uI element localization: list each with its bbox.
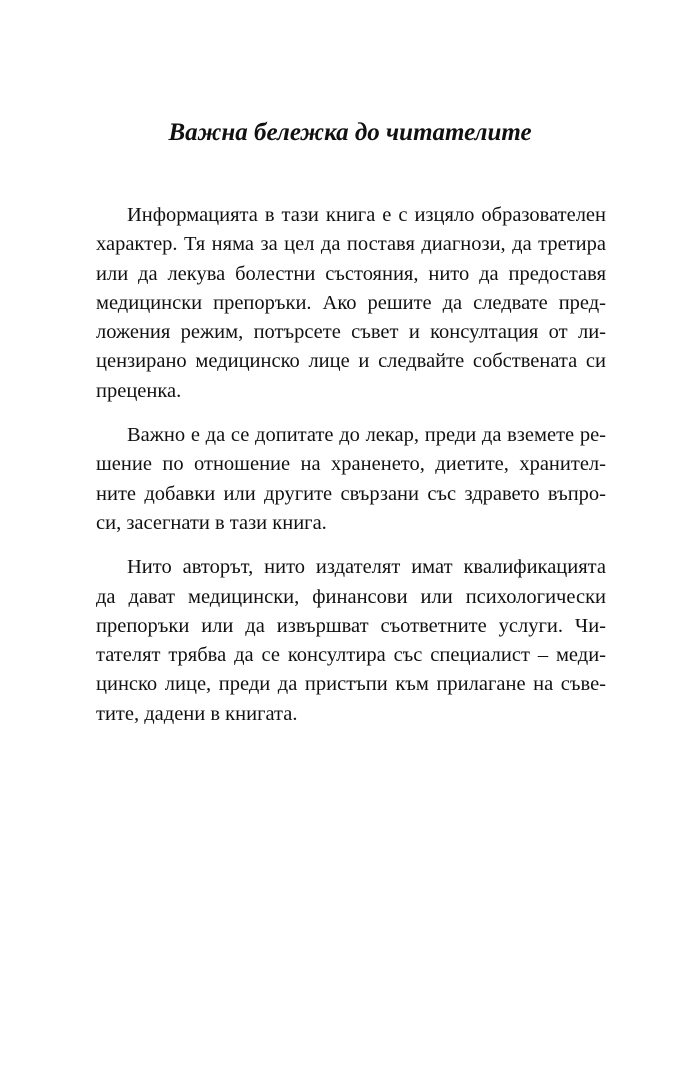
text-line: ложения режим, потърсете съвет и консултация от ли-: [96, 321, 606, 344]
note-body: [96, 201, 606, 744]
paragraph-3: [96, 553, 606, 729]
text-line: Важно е да се допитате до лекар, преди да вземете ре-: [127, 424, 606, 447]
text-line: Информацията в тази книга е с изцяло образователен: [127, 204, 606, 226]
text-line: цензирано медицинско лице и следвайте собствената си: [96, 350, 606, 373]
paragraph-2: [96, 421, 606, 538]
text-line: препоръки или да извършват съответните услуги. Чи-: [96, 614, 606, 637]
text-line: да дават медицински, финансови или психологически: [96, 585, 606, 608]
text-line: тите, дадени в книгата.: [96, 702, 298, 725]
paragraph-1: [96, 201, 606, 406]
text-line: преценка.: [96, 379, 182, 402]
text-line: си, засегнати в тази книга.: [96, 511, 327, 534]
text-line: ните добавки или другите свързани със здравето въпро-: [96, 482, 606, 505]
text-line: характер. Тя няма за цел да поставя диагнози, да третира: [96, 233, 606, 256]
text-line: цинско лице, преди да пристъпи към прилагане на съве-: [96, 673, 606, 696]
page-title: Важна бележка до читателите: [168, 119, 532, 146]
text-line: шение по отношение на храненето, диетите, хранител-: [96, 453, 606, 476]
text-line: Нито авторът, нито издателят имат квалификацията: [127, 556, 606, 579]
text-line: или да лекува болестни състояния, нито да предоставя: [96, 262, 606, 285]
text-line: тателят трябва да се консултира със специалист – меди-: [96, 644, 606, 667]
text-line: медицински препоръки. Ако решите да следвате пред-: [96, 291, 606, 314]
